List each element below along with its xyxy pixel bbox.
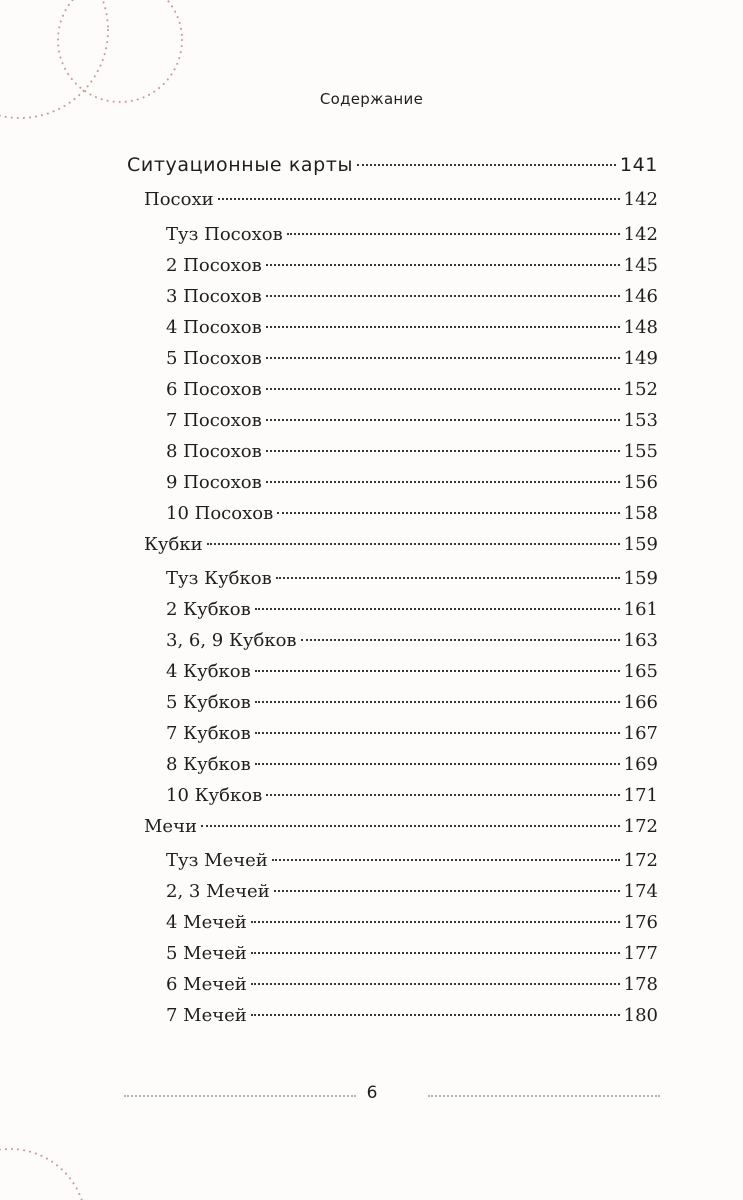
dot-leader [255, 608, 620, 610]
toc-page-number: 171 [623, 785, 658, 806]
toc-page-number: 141 [619, 154, 658, 176]
toc-entry-label: 8 Кубков [166, 754, 251, 775]
toc-page-number: 155 [623, 441, 658, 462]
toc-entry-label: 9 Посохов [166, 472, 262, 493]
toc-entry[interactable] [166, 499, 658, 529]
page-number: 6 [366, 1083, 378, 1103]
toc-entry[interactable] [166, 719, 658, 749]
dot-leader [266, 388, 620, 390]
toc-entry-label: 5 Кубков [166, 692, 251, 713]
toc-page-number: 148 [623, 317, 658, 338]
toc-entry[interactable] [166, 344, 658, 374]
toc-entry-label: 4 Мечей [166, 912, 247, 933]
dot-leader [276, 577, 620, 579]
toc-page-number: 165 [623, 661, 658, 682]
toc-entry-label: Мечи [144, 816, 197, 837]
toc-entry-label: Посохи [144, 189, 214, 210]
dot-leader [255, 763, 620, 765]
toc-page-number: 174 [623, 881, 658, 902]
toc-entry-label: Кубки [144, 534, 203, 555]
toc-entry[interactable] [166, 750, 658, 780]
dot-leader [255, 732, 620, 734]
toc-page-number: 159 [623, 568, 658, 589]
dot-leader [266, 295, 620, 297]
dot-leader [287, 233, 620, 235]
toc-entry-label: 6 Посохов [166, 379, 262, 400]
dot-leader [272, 859, 620, 861]
toc-entry-label: 8 Посохов [166, 441, 262, 462]
dot-leader [201, 825, 620, 827]
toc-entry[interactable] [166, 564, 658, 594]
toc-page-number: 153 [623, 410, 658, 431]
page-footer [0, 1083, 743, 1107]
dot-leader [266, 326, 620, 328]
toc-page-number: 159 [623, 534, 658, 555]
toc-entry-label: 5 Мечей [166, 943, 247, 964]
dot-leader [251, 921, 620, 923]
toc-entry[interactable] [166, 251, 658, 281]
footer-dotted-rule-left [124, 1095, 356, 1097]
toc-entry-label: 3, 6, 9 Кубков [166, 630, 297, 651]
dot-leader [251, 952, 620, 954]
toc-entry-label: Ситуационные карты [127, 154, 354, 176]
toc-entry-label: 2, 3 Мечей [166, 881, 270, 902]
dot-leader [207, 543, 620, 545]
toc-entry[interactable] [166, 282, 658, 312]
toc-entry[interactable] [166, 846, 658, 876]
toc-entry[interactable] [127, 150, 658, 180]
toc-entry-label: 7 Кубков [166, 723, 251, 744]
toc-page-number: 178 [623, 974, 658, 995]
toc-page-number: 172 [623, 816, 658, 837]
toc-entry-label: 4 Посохов [166, 317, 262, 338]
toc-entry[interactable] [166, 406, 658, 436]
toc-entry-label: 2 Посохов [166, 255, 262, 276]
toc-entry[interactable] [166, 375, 658, 405]
toc-entry[interactable] [166, 939, 658, 969]
toc-entry-label: 3 Посохов [166, 286, 262, 307]
toc-entry[interactable] [166, 313, 658, 343]
toc-page-number: 172 [623, 850, 658, 871]
toc-page-number: 176 [623, 912, 658, 933]
toc-page-number: 156 [623, 472, 658, 493]
toc-entry-label: 6 Мечей [166, 974, 247, 995]
toc-entry[interactable] [166, 595, 658, 625]
toc-page-number: 142 [623, 224, 658, 245]
dot-leader [255, 670, 620, 672]
toc-entry-label: Туз Кубков [166, 568, 272, 589]
dot-leader [266, 481, 620, 483]
toc-entry-label: Туз Посохов [166, 224, 283, 245]
toc-entry[interactable] [166, 626, 658, 656]
dot-leader [301, 639, 620, 641]
footer-dotted-rule-right [428, 1095, 660, 1097]
toc-entry[interactable] [166, 877, 658, 907]
toc-page-number: 169 [623, 754, 658, 775]
toc-page-number: 149 [623, 348, 658, 369]
toc-entry[interactable] [166, 657, 658, 687]
dot-leader [255, 701, 620, 703]
toc-entry-label: 7 Мечей [166, 1005, 247, 1026]
toc-entry-label: 10 Кубков [166, 785, 263, 806]
toc-entry[interactable] [166, 781, 658, 811]
toc-page-number: 158 [623, 503, 658, 524]
toc-entry[interactable] [166, 468, 658, 498]
dot-leader [266, 450, 620, 452]
toc-entry[interactable] [144, 530, 658, 560]
dot-leader [266, 794, 619, 796]
toc-page-number: 163 [623, 630, 658, 651]
toc-page-number: 161 [623, 599, 658, 620]
dot-leader [266, 419, 620, 421]
running-head-title: Содержание [319, 90, 424, 108]
toc-page-number: 146 [623, 286, 658, 307]
toc-entry[interactable] [166, 1001, 658, 1031]
toc-entry-label: 5 Посохов [166, 348, 262, 369]
toc-page-number: 145 [623, 255, 658, 276]
toc-entry[interactable] [166, 220, 658, 250]
toc-entry[interactable] [166, 437, 658, 467]
toc-entry-label: 10 Посохов [166, 503, 274, 524]
toc-entry-label: 7 Посохов [166, 410, 262, 431]
dot-leader [218, 198, 620, 200]
toc-page-number: 142 [623, 189, 658, 210]
toc-page-number: 166 [623, 692, 658, 713]
dot-leader [251, 983, 620, 985]
dot-leader [266, 357, 620, 359]
toc-entry-label: 2 Кубков [166, 599, 251, 620]
toc-entry[interactable] [166, 908, 658, 938]
toc-entry-label: Туз Мечей [166, 850, 268, 871]
toc-entry[interactable] [144, 185, 658, 215]
dot-leader [266, 264, 620, 266]
toc-page-number: 167 [623, 723, 658, 744]
toc-page-number: 152 [623, 379, 658, 400]
dot-leader [251, 1014, 620, 1016]
dot-leader [357, 164, 616, 166]
toc-entry[interactable] [166, 688, 658, 718]
dot-leader [274, 890, 620, 892]
toc-page-number: 177 [623, 943, 658, 964]
toc-page-number: 180 [623, 1005, 658, 1026]
toc-entry[interactable] [166, 970, 658, 1000]
toc-entry-label: 4 Кубков [166, 661, 251, 682]
dot-leader [277, 512, 619, 514]
toc-entry[interactable] [144, 812, 658, 842]
